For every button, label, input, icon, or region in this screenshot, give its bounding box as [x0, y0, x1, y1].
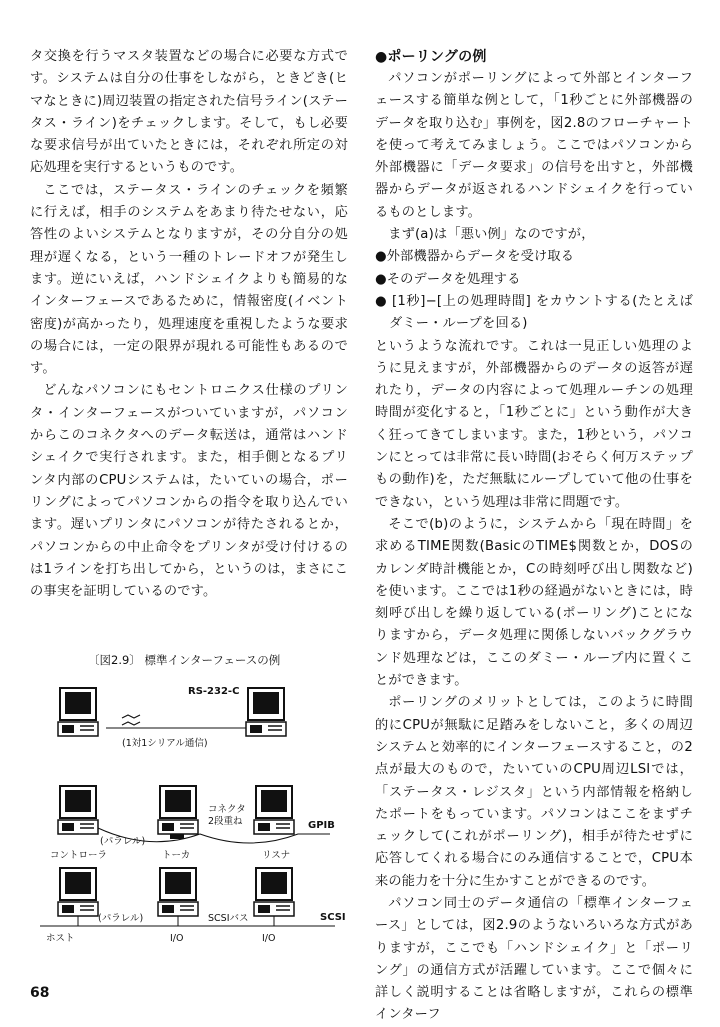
- io-label-2: I/O: [262, 933, 276, 944]
- right-paragraph-6: パソコン同士のデータ通信の「標準インターフェース」としては，図2.9のようないろいろな方式がありますが，ここでも「ハンドシェイク」と「ポーリング」の通信方式が活躍しています。ここで個々に詳しく説明することは省略しますが，これらの標準インターフ: [375, 895, 693, 1023]
- scsi-parallel-label: (パラレル): [98, 913, 144, 924]
- computer-icon: [158, 868, 198, 916]
- bullet-item: ● [1秒]−[上の処理時間] をカウントする(たとえばダミー・ループを回る): [375, 293, 693, 332]
- bullet-item: ●外部機器からデータを受け取る: [375, 249, 575, 265]
- interface-diagram: [30, 668, 350, 958]
- figure-caption: 〔図2.9〕 標準インターフェースの例: [88, 653, 281, 667]
- computer-icon: [246, 688, 286, 736]
- gpib-row: [50, 786, 335, 861]
- right-paragraph-3: というような流れです。これは一見正しい処理のように見えますが，外部機器からのデータの返答が遅れたり，データの内容によって処理ルーチンの処理時間が変化すると，「1秒ごとに」という動作が大きく狂ってきてしまいます。また，1秒という，パソコンにとっては非常に長い時間(おそらく何万ステップもの動作)を，ただ無駄にループしていて他の仕事をできない，という処理は非常に問題です。: [375, 338, 693, 510]
- right-paragraph-5: ポーリングのメリットとしては，このように時間的にCPUが無駄に足踏みをしないこと，多くの周辺システムと効率的にインターフェースすること，の2点が最大のもので，たいていのCPU周辺LSIでは，「ステータス・レジスタ」という内部情報を格納したポートをもっています。パソコンはここをまずチェックして(これがポーリング)，相手が待たせずに応答してくれる場合にのみ通信することで，CPU本来の能力を十分に生かすことができるのです。: [375, 695, 693, 889]
- left-paragraph-3: どんなパソコンにもセントロニクス仕様のプリンタ・インターフェースがついていますが，パソコンからこのコネクタへのデータ転送は，通常はハンドシェイクで実行されます。また，相手側となるプリンタ内部のCPUシステムは，たいていの場合，ポーリングによってパソコンからの指令を取り込んでいます。遅いプリンタにパソコンが待たされるとか，パソコンからの中止命令をプリンタが受け付けるのは1ラインを打ち出してから，というのは，まさにこの事実を証明しているのです。: [30, 383, 348, 600]
- computer-icon: [254, 868, 294, 916]
- connector-label-1: コネクタ: [208, 804, 246, 815]
- right-paragraph-2: まず(a)は「悪い例」なのですが，: [388, 227, 595, 243]
- io-label-1: I/O: [170, 933, 184, 944]
- listener-label: リスナ: [262, 850, 291, 861]
- bullet-item: ●そのデータを処理する: [375, 271, 521, 287]
- computer-icon: [254, 786, 294, 834]
- left-paragraph-2: ここでは，ステータス・ラインのチェックを頻繁に行えば，相手のシステムをあまり待たせない，応答性のよいシステムとなりますが，その分自分の処理が遅くなる，という一種のトレードオフが発生します。逆にいえば，ハンドシェイクよりも簡易的なインターフェースであるために，情報密度(イベント密度)が高かったり，処理速度を重視したような要求の場合には，一定の限界が現れる可能性もあるのです。: [30, 182, 348, 377]
- scsi-label: SCSI: [320, 912, 346, 923]
- computer-icon: [58, 688, 98, 736]
- right-paragraph-4: そこで(b)のように，システムから「現在時間」を求めるTIME関数(BasicのTIME$関数とか，DOSのカレンダ時計機能とか，Cの時刻呼び出し関数など)を使います。ここでは1秒の経過がないときには，時刻呼び出しを繰り返している(ポーリング)ことになりますから，データ処理に関係しないバックグラウンド処理などは，ここのダミー・ループ内に置くことができます。: [375, 516, 693, 689]
- right-column: [375, 46, 693, 1027]
- host-label: ホスト: [46, 933, 75, 944]
- rs232-row: [58, 686, 286, 749]
- right-paragraph-1: パソコンがポーリングによって外部とインターフェースする簡単な例として，「1秒ごとに外部機器のデータを取り込む」事例を，図2.8のフローチャートを使って考えてみましょう。ここではパソコンから外部機器に「データ要求」の信号を出すと，外部機器からデータが返されるハンドシェイクを行っているものとします。: [375, 71, 693, 220]
- computer-icon: [158, 786, 198, 834]
- page-number: 68: [30, 985, 50, 1001]
- gpib-label: GPIB: [308, 820, 335, 831]
- talker-label: トーカ: [162, 850, 191, 861]
- signal-arrow-icon: [122, 722, 140, 725]
- connector-icon: [170, 834, 184, 839]
- section-heading: ●ポーリングの例: [375, 49, 487, 65]
- left-column: [30, 46, 348, 603]
- controller-label: コントローラ: [50, 850, 108, 861]
- scsi-bus-label: SCSIバス: [208, 913, 249, 924]
- connector-label-2: 2段重ね: [208, 816, 243, 827]
- computer-icon: [58, 868, 98, 916]
- serial-label: (1対1シリアル通信): [122, 738, 208, 749]
- parallel-label: (パラレル): [100, 836, 146, 847]
- left-paragraph-1: タ交換を行うマスタ装置などの場合に必要な方式です。システムは自分の仕事をしながら，ときどき(ヒマなときに)周辺装置の指定された信号ライン(ステータス・ライン)をチェックします。そして，もし必要な要求信号が出ていたときには，それぞれ所定の対応処理を実行するというものです。: [30, 49, 348, 176]
- rs232-label: RS-232-C: [188, 686, 240, 697]
- scsi-row: [40, 868, 346, 944]
- figure-2-9: [30, 652, 350, 952]
- signal-arrow-icon: [122, 715, 140, 718]
- computer-icon: [58, 786, 98, 834]
